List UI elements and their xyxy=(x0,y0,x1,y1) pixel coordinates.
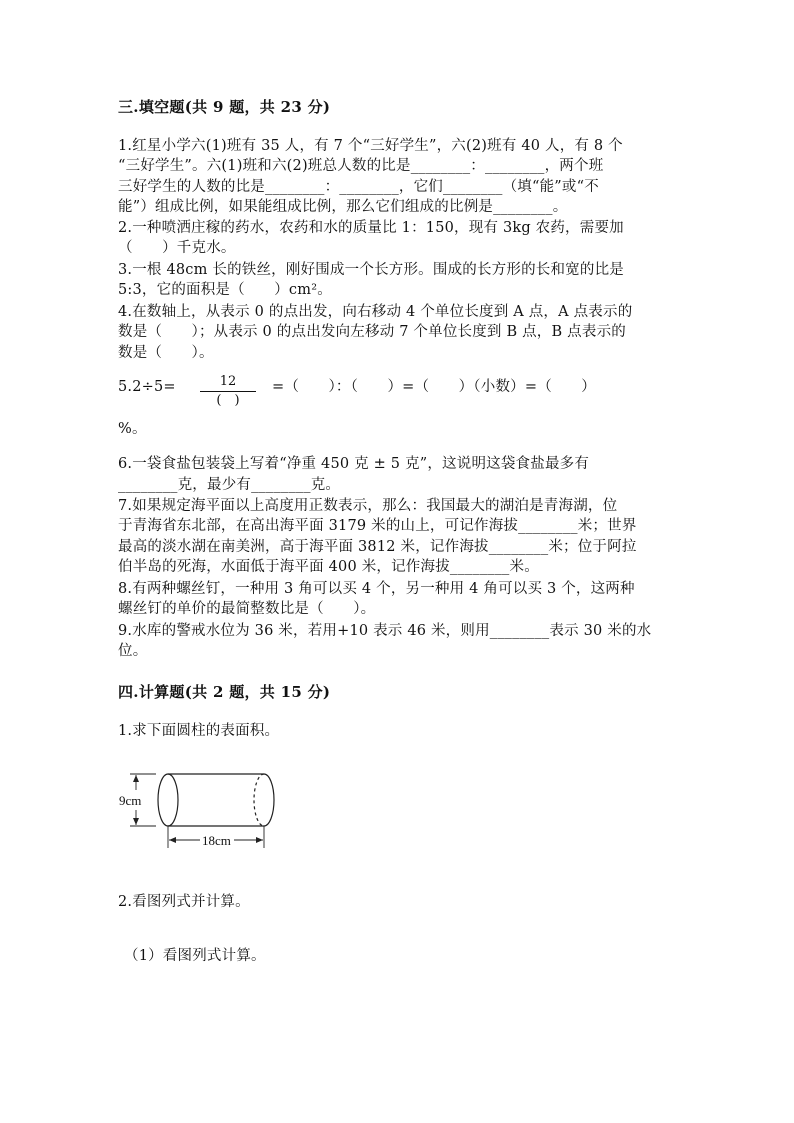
height-arrow-up xyxy=(133,775,139,782)
section-4-heading: 四.计算题(共 2 题，共 15 分) xyxy=(118,683,331,701)
calc-question-2: 2.看图列式并计算。 xyxy=(118,894,250,910)
q5-prefix: 5.2÷5= xyxy=(118,379,176,395)
text-line: ________克，最少有________克。 xyxy=(118,477,341,493)
fraction-denominator: ( ) xyxy=(216,393,240,408)
text-line: 三好学生的人数的比是________：________，它们________（填“能”或“不 xyxy=(118,179,599,195)
height-label: 9cm xyxy=(119,793,142,808)
calc-question-2-sub: （1）看图列式计算。 xyxy=(124,948,266,964)
length-arrow-right xyxy=(256,837,263,843)
text-line: “三好学生”。六(1)班和六(2)班总人数的比是________：________，两个班 xyxy=(118,158,604,174)
text-line: 于青海省东北部，在高出海平面 3179 米的山上，可记作海拔________米；世界 xyxy=(118,518,637,534)
text-line: 7.如果规定海平面以上高度用正数表示，那么：我国最大的湖泊是青海湖，位 xyxy=(118,498,618,514)
text-line: 位。 xyxy=(118,643,148,659)
length-label: 18cm xyxy=(202,833,231,848)
section-3-heading: 三.填空题(共 9 题，共 23 分) xyxy=(118,98,331,116)
fraction-numerator: 12 xyxy=(219,374,237,389)
text-line: 2.一种喷洒庄稼的药水，农药和水的质量比 1：150，现有 3kg 农药，需要加 xyxy=(118,220,624,236)
cylinder-right-face-back xyxy=(254,774,264,826)
text-line: 9.水库的警戒水位为 36 米，若用+10 表示 46 米，则用________表示 30 米的水 xyxy=(118,623,652,639)
fraction-bar xyxy=(200,391,256,392)
cylinder-figure xyxy=(116,766,286,852)
text-line: 1.红星小学六(1)班有 35 人，有 7 个“三好学生”，六(2)班有 40 人，有 8 个 xyxy=(118,138,623,154)
calc-question-1: 1.求下面圆柱的表面积。 xyxy=(118,723,280,739)
text-line: 数是（ ）。 xyxy=(118,345,214,361)
cylinder-left-face xyxy=(158,774,178,826)
length-arrow-left xyxy=(169,837,176,843)
text-line: 3.一根 48cm 长的铁丝，刚好围成一个长方形。围成的长方形的长和宽的比是 xyxy=(118,262,624,278)
text-line: （ ）千克水。 xyxy=(118,240,236,256)
cylinder-right-face-front xyxy=(264,774,274,826)
text-line: 6.一袋食盐包装袋上写着“净重 450 克 ± 5 克”，这说明这袋食盐最多有 xyxy=(118,456,590,472)
q5-percent: %。 xyxy=(118,421,147,437)
text-line: 5:3，它的面积是（ ）cm²。 xyxy=(118,282,332,298)
text-line: 数是（ ）；从表示 0 的点出发向左移动 7 个单位长度到 B 点，B 点表示的 xyxy=(118,324,626,340)
height-arrow-down xyxy=(133,818,139,825)
text-line: 8.有两种螺丝钉，一种用 3 角可以买 4 个，另一种用 4 角可以买 3 个，这两种 xyxy=(118,581,635,597)
text-line: 能”）组成比例，如果能组成比例，那么它们组成的比例是________。 xyxy=(118,199,568,215)
q5-suffix: =（ ）：（ ）=（ ）（小数）=（ ） xyxy=(272,379,596,395)
text-line: 伯半岛的死海，水面低于海平面 400 米，记作海拔________米。 xyxy=(118,559,539,575)
text-line: 最高的淡水湖在南美洲，高于海平面 3812 米，记作海拔________米；位于阿拉 xyxy=(118,539,637,555)
fraction xyxy=(200,374,256,408)
text-line: 4.在数轴上，从表示 0 的点出发，向右移动 4 个单位长度到 A 点，A 点表示的 xyxy=(118,304,633,320)
text-line: 螺丝钉的单价的最简整数比是（ ）。 xyxy=(118,601,376,617)
